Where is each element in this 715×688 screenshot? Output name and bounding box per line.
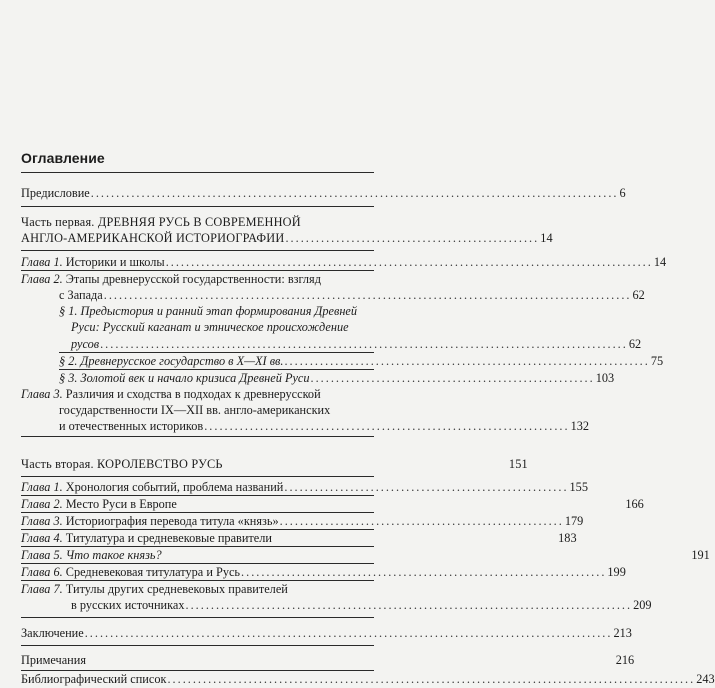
leader-dots: ........................................................ (279, 514, 564, 528)
toc-entry-preface[interactable] (21, 185, 626, 201)
divider (21, 206, 374, 207)
leader-dots: ........................................................................ (204, 419, 570, 433)
entry-title: Этапы древнерусской государственности: взгляд (65, 272, 321, 286)
entry-title: Что такое князь? (65, 548, 162, 562)
toc-entry-chapter[interactable] (21, 479, 588, 495)
leader-dots: ........................................................................................ (185, 598, 633, 612)
chapter-line (21, 271, 321, 287)
toc-entry-chapter[interactable] (59, 418, 590, 434)
divider (21, 172, 374, 173)
toc-entry-part-1[interactable] (21, 230, 553, 246)
entry-title: Титулы других средневековых правителей (65, 582, 288, 596)
page-number: 62 (628, 337, 642, 351)
entry-title: Заключение (21, 626, 84, 640)
leader-dots: ........................................................................ (284, 354, 650, 368)
page-number: 183 (558, 531, 577, 545)
part-title-line: Часть первая. ДРЕВНЯЯ РУСЬ В СОВРЕМЕННОЙ (21, 215, 301, 229)
toc-heading: Оглавление (21, 150, 105, 166)
page-number: 199 (607, 565, 626, 579)
entry-title: Титулатура и средневековые правители (65, 531, 272, 545)
divider (21, 250, 374, 251)
divider (21, 645, 374, 646)
page-number: 166 (625, 497, 644, 511)
page-number: 209 (633, 598, 652, 612)
entry-title: с Запада (59, 288, 103, 302)
page-number: 191 (691, 548, 710, 562)
divider (21, 476, 374, 477)
entry-title: Историография перевода титула «князь» (65, 514, 279, 528)
page-number: 213 (613, 626, 632, 640)
leader-dots: ........................................................................ (241, 565, 607, 579)
entry-title: Часть вторая. КОРОЛЕВСТВО РУСЬ (21, 457, 223, 471)
chapter-label: Глава 4. (21, 531, 63, 545)
divider (21, 617, 374, 618)
leader-dots: ........................................................................................................ (90, 186, 619, 200)
leader-dots: ........................................................................................................ (167, 672, 696, 686)
chapter-label: Глава 3. (21, 514, 63, 528)
toc-entry-part-2[interactable] (21, 456, 528, 472)
toc-entry-conclusion[interactable] (21, 625, 632, 641)
toc-entry-chapter[interactable] (21, 530, 577, 546)
leader-dots: ........................................................................................................ (100, 337, 628, 351)
page-number: 6 (619, 186, 626, 200)
page-number: 62 (632, 288, 645, 302)
entry-title: и отечественных историков (59, 419, 204, 433)
section-line: § 1. Предыстория и ранний этап формирования Древней (59, 304, 358, 318)
entry-title: Историки и школы (65, 255, 165, 269)
chapter-label: Глава 2. (21, 272, 63, 286)
leader-dots: .................................................. (285, 231, 540, 245)
page-number: 14 (653, 255, 667, 269)
leader-dots: ........................................................................................................ (103, 288, 632, 302)
chapter-label: Глава 3. (21, 387, 63, 401)
toc-entry-chapter[interactable] (21, 513, 584, 529)
chapter-label: Глава 1. (21, 480, 63, 494)
section-line: Руси: Русский каганат и этническое происхождение (71, 320, 349, 334)
toc-entry-notes[interactable] (21, 652, 635, 668)
chapter-line: государственности IX—XII вв. англо-американских (59, 403, 331, 417)
entry-title: Средневековая титулатура и Русь (65, 565, 241, 579)
chapter-label: Глава 5. (21, 548, 63, 562)
toc-entry-bibliography[interactable] (21, 671, 715, 687)
entry-title: русов (71, 337, 100, 351)
entry-title: Место Руси в Европе (65, 497, 177, 511)
entry-title: Предисловие (21, 186, 90, 200)
chapter-line (21, 581, 288, 597)
page-number: 216 (615, 653, 635, 667)
toc-entry-chapter[interactable] (71, 597, 652, 613)
toc-entry-section[interactable] (59, 353, 664, 369)
entry-title: Хронология событий, проблема названий (65, 480, 284, 494)
chapter-label: Глава 6. (21, 565, 63, 579)
entry-title: § 2. Древнерусское государство в X—XI вв. (59, 354, 284, 368)
entry-title: Различия и сходства в подходах к древнерусской (65, 387, 321, 401)
toc-entry-section[interactable] (71, 336, 642, 352)
page-number: 75 (650, 354, 664, 368)
page-number: 103 (595, 371, 615, 385)
page-number: 155 (569, 480, 588, 494)
entry-title: § 3. Золотой век и начало кризиса Древней Руси (59, 371, 310, 385)
divider (21, 436, 374, 437)
leader-dots: ........................................................ (310, 371, 595, 385)
toc-entry-section[interactable] (59, 370, 615, 386)
page-number: 179 (564, 514, 584, 528)
toc-entry-chapter[interactable] (21, 496, 644, 512)
chapter-line (21, 386, 321, 402)
toc-entry-chapter[interactable] (21, 547, 710, 563)
leader-dots: ........................................................................................................ (84, 626, 613, 640)
toc-entry-chapter[interactable] (21, 254, 667, 270)
chapter-label: Глава 1. (21, 255, 63, 269)
chapter-label: Глава 7. (21, 582, 63, 596)
page-number: 132 (570, 419, 590, 433)
entry-title: АНГЛО-АМЕРИКАНСКОЙ ИСТОРИОГРАФИИ (21, 231, 285, 245)
entry-title: в русских источниках (71, 598, 185, 612)
toc-entry-chapter[interactable] (21, 564, 626, 580)
page-number: 151 (508, 457, 528, 471)
entry-title: Примечания (21, 653, 87, 667)
entry-title: Библиографический список (21, 672, 167, 686)
page-number: 243 (696, 672, 715, 686)
chapter-label: Глава 2. (21, 497, 63, 511)
leader-dots: ........................................................ (284, 480, 569, 494)
toc-entry-chapter[interactable] (59, 287, 645, 303)
page-number: 14 (540, 231, 553, 245)
leader-dots: ................................................................................................ (165, 255, 653, 269)
